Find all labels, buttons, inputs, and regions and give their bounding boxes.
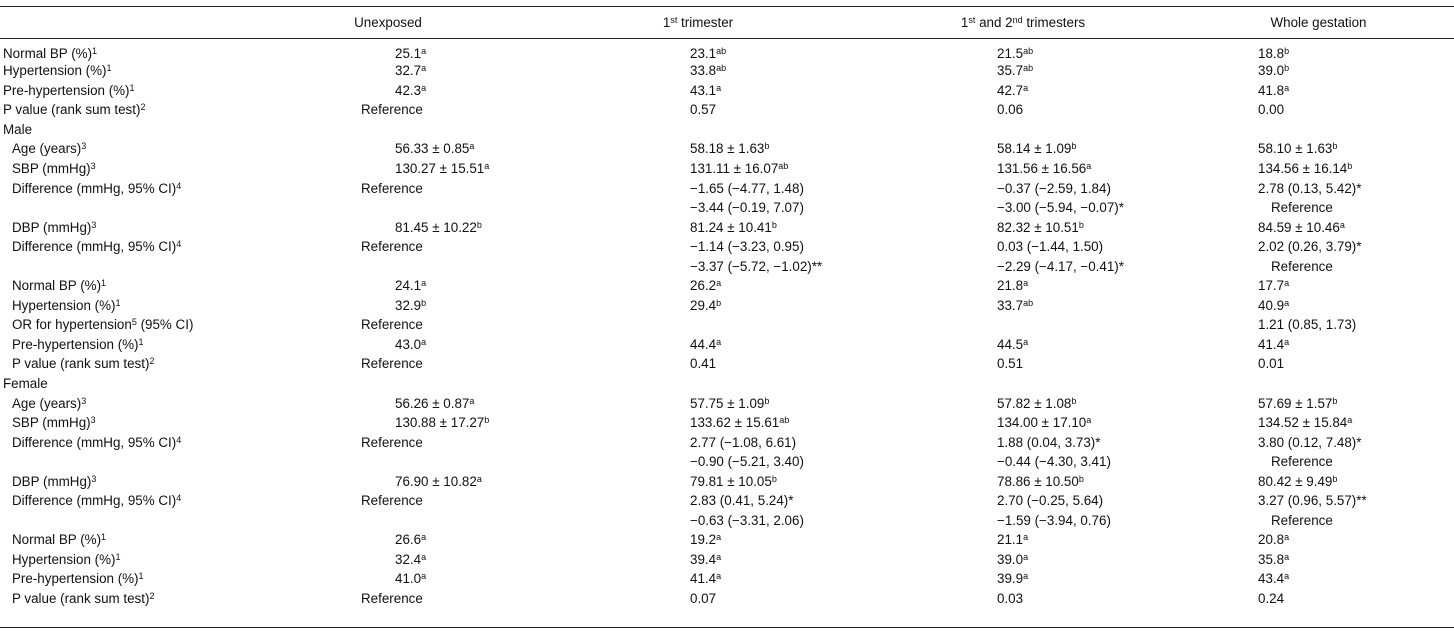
row-label: Hypertension (%)$^1$ [3,63,112,79]
significance-letter: b [1284,45,1290,56]
table-cell: Reference [1271,258,1333,274]
table-cell: 39.9$^a$ [997,571,1029,587]
significance-letter: ab [1023,45,1034,56]
footnote-marker: 1 [129,82,135,93]
row-label: P value (rank sum test)$^2$ [12,590,155,607]
significance-letter: b [1078,219,1084,230]
footnote-marker: 1 [92,45,98,56]
table-cell: 41.4$^a$ [1258,336,1290,352]
table-cell: 35.7$^{ab}$ [997,63,1034,79]
table-cell: 131.11 ± 16.07$^{ab}$ [690,160,789,176]
significance-letter: a [1284,278,1290,289]
table-row [0,432,1454,452]
significance-letter: a [1347,415,1353,426]
table-cell: −0.63 (−3.31, 2.06) [690,512,804,528]
row-label: Hypertension (%)$^1$ [12,297,121,313]
footnote-marker: 4 [176,434,182,445]
significance-letter: ab [716,63,727,74]
significance-letter: a [1023,551,1029,562]
significance-letter: a [716,278,722,289]
table-cell: 0.51 [997,356,1024,372]
table-cell: 82.32 ± 10.51$^b$ [997,219,1084,235]
significance-letter: b [1078,473,1084,484]
table-row [0,374,1454,394]
significance-letter: a [484,160,490,171]
table-cell: Reference [1271,512,1333,528]
significance-letter: a [716,336,722,347]
footnote-marker: 1 [101,278,107,289]
table-row [0,550,1454,570]
row-label: OR for hypertension$^5$ (95% CI) [12,317,194,333]
table-cell: 81.24 ± 10.41$^b$ [690,219,777,235]
table-cell: 26.6$^a$ [395,532,427,548]
table-cell: 25.1$^a$ [395,45,427,61]
significance-letter: b [1332,473,1338,484]
table-cell: 79.81 ± 10.05$^b$ [690,473,777,489]
row-label: Difference (mmHg, 95% CI)$^4$ [12,180,182,196]
table-cell: 26.2$^a$ [690,278,722,294]
significance-letter: a [421,551,427,562]
row-label: Normal BP (%)$^1$ [12,532,107,548]
significance-letter: a [421,278,427,289]
significance-letter: b [764,395,770,406]
significance-letter: a [716,532,722,543]
significance-letter: a [421,82,427,93]
significance-letter: a [1023,532,1029,543]
table-cell [533,374,863,394]
table-row [0,100,1454,120]
footnote-marker: 5 [131,317,137,328]
table-row [0,335,1454,355]
table-cell: 32.7$^a$ [395,63,427,79]
table-row [0,569,1454,589]
significance-letter: b [1347,160,1353,171]
significance-letter: b [476,219,482,230]
table-cell [243,511,533,531]
footnote-marker: 4 [176,239,182,250]
footnote-marker: 1 [101,532,107,543]
table-cell: 44.5$^a$ [997,336,1029,352]
table-cell: 39.0$^a$ [997,551,1029,567]
row-label: Pre-hypertension (%)$^1$ [12,336,144,352]
significance-letter: a [1284,336,1290,347]
footnote-marker: 3 [91,473,97,484]
significance-letter: a [476,473,482,484]
row-label: Age (years)$^3$ [12,141,87,157]
table-cell: 2.78 (0.13, 5.42)* [1258,180,1362,196]
footnote-marker: 3 [90,160,96,171]
significance-letter: a [421,45,427,56]
row-label: P value (rank sum test)$^2$ [3,102,146,118]
table-cell: 76.90 ± 10.82$^a$ [395,473,482,489]
table-cell: 0.41 [690,356,717,372]
significance-letter: b [771,219,777,230]
table-cell: 43.0$^a$ [395,336,427,352]
table-cell: 21.1$^a$ [997,532,1029,548]
table-cell: 43.1$^a$ [690,82,722,98]
row-label [0,452,243,472]
significance-letter: a [469,141,475,152]
table-cell: 0.06 [997,102,1024,118]
table-cell: 0.00 [1258,102,1285,118]
table-cell: 78.86 ± 10.50$^b$ [997,473,1084,489]
row-label: Age (years)$^3$ [12,395,87,411]
significance-letter: a [1284,551,1290,562]
table-row [0,217,1454,237]
row-label: DBP (mmHg)$^3$ [12,219,97,235]
footnote-marker: 2 [149,590,155,601]
footnote-marker: 1 [138,336,144,347]
table-cell: 19.2$^a$ [690,532,722,548]
significance-letter: a [421,532,427,543]
table-cell: 35.8$^a$ [1258,551,1290,567]
footnote-marker: 3 [81,141,87,152]
table-cell: Reference [1271,200,1333,216]
table-cell: 21.5$^{ab}$ [997,45,1034,61]
table-cell: 131.56 ± 16.56$^a$ [997,160,1092,176]
table-cell: 58.10 ± 1.63$^b$ [1258,141,1338,157]
table-cell: −1.59 (−3.94, 0.76) [997,512,1111,528]
significance-letter: b [421,297,427,308]
table-cell: 33.7$^{ab}$ [997,297,1034,313]
table-row [0,61,1454,81]
significance-letter: ab [778,160,789,171]
table-cell: Reference [361,591,423,607]
table-cell: −2.29 (−4.17, −0.41)* [997,258,1124,274]
table-row [0,120,1454,140]
table-row [0,511,1454,531]
significance-letter: a [421,571,427,582]
row-label: Male [3,121,33,137]
table-cell: 130.27 ± 15.51$^a$ [395,160,490,176]
row-label: Hypertension (%)$^1$ [12,551,121,567]
table-cell: 0.03 [997,591,1024,607]
table-cell: 81.45 ± 10.22$^b$ [395,219,482,235]
significance-letter: a [1023,278,1029,289]
table-cell: Reference [361,317,423,333]
footnote-marker: 1 [115,551,121,562]
table-cell: 2.77 (−1.08, 6.61) [690,434,797,450]
table-cell: 0.01 [1258,356,1285,372]
significance-letter: ab [1023,63,1034,74]
table-cell: 40.9$^a$ [1258,297,1290,313]
table-cell: 42.7$^a$ [997,82,1029,98]
table-row [0,178,1454,198]
table-cell: 0.07 [690,591,717,607]
footnote-marker: 1 [106,63,112,74]
table-cell: 134.56 ± 16.14$^b$ [1258,160,1353,176]
table-cell: 33.8$^{ab}$ [690,63,727,79]
significance-letter: b [484,415,490,426]
table-cell: −0.37 (−2.59, 1.84) [997,180,1111,196]
significance-letter: a [1284,532,1290,543]
table-cell: 134.00 ± 17.10$^a$ [997,415,1092,431]
significance-letter: b [1071,141,1077,152]
row-label: P value (rank sum test)$^2$ [12,356,155,372]
footnote-marker: 3 [81,395,87,406]
table-cell: 29.4$^b$ [690,297,722,313]
table-cell: 32.9$^b$ [395,297,427,313]
table-cell: 23.1$^{ab}$ [690,45,727,61]
table-cell: 39.0$^b$ [1258,63,1290,79]
table-row [0,38,1454,61]
significance-letter: a [1086,415,1092,426]
row-label: DBP (mmHg)$^3$ [12,473,97,489]
table-cell: 133.62 ± 15.61$^{ab}$ [690,415,790,431]
table-cell: 17.7$^a$ [1258,278,1290,294]
table-row [0,530,1454,550]
table-cell: Reference [361,356,423,372]
table-cell: 56.26 ± 0.87$^a$ [395,395,475,411]
significance-letter: a [1023,82,1029,93]
table-cell: Reference [361,102,423,118]
significance-letter: a [1086,160,1092,171]
table-cell: 2.02 (0.26, 3.79)* [1258,239,1362,255]
table-row [0,315,1454,335]
bottom-rule [0,627,1454,628]
row-label: SBP (mmHg)$^3$ [12,160,96,176]
table-cell: 58.18 ± 1.63$^b$ [690,141,770,157]
table-cell: −1.14 (−3.23, 0.95) [690,239,804,255]
table-cell: −1.65 (−4.77, 1.48) [690,180,804,196]
table-cell: Reference [361,180,423,196]
header-cell-whole-gestation: Whole gestation [1270,15,1367,30]
footnote-marker: 4 [176,493,182,504]
row-label: Difference (mmHg, 95% CI)$^4$ [12,239,182,255]
footnote-marker: 3 [90,415,96,426]
significance-letter: a [1284,571,1290,582]
significance-letter: ab [1023,297,1034,308]
table-cell: 130.88 ± 17.27$^b$ [395,415,490,431]
significance-letter: ab [779,415,790,426]
significance-letter: ab [716,45,727,56]
table-cell: 39.4$^a$ [690,551,722,567]
significance-letter: b [1284,63,1290,74]
table-row [0,198,1454,218]
table-cell [243,452,533,472]
table-row [0,589,1454,609]
significance-letter: a [421,63,427,74]
table-cell [863,315,1183,335]
table-cell [533,315,863,335]
table-cell [863,374,1183,394]
table-cell: 84.59 ± 10.46$^a$ [1258,219,1345,235]
footnote-marker: 3 [91,219,97,230]
significance-letter: a [1339,219,1345,230]
table-cell [243,256,533,276]
table-cell: Reference [361,434,423,450]
row-label: Pre-hypertension (%)$^1$ [12,571,144,587]
table-cell: 56.33 ± 0.85$^a$ [395,141,475,157]
table-cell: 44.4$^a$ [690,336,722,352]
table-cell [1183,374,1454,394]
table-cell: 58.14 ± 1.09$^b$ [997,141,1077,157]
table-cell: 42.3$^a$ [395,82,427,98]
table-cell: Reference [1271,454,1333,470]
table-cell: 24.1$^a$ [395,278,427,294]
significance-letter: b [716,297,722,308]
table-cell: 0.57 [690,102,717,118]
table-cell [243,120,533,140]
table-cell: Reference [361,493,423,509]
significance-letter: a [716,571,722,582]
significance-letter: a [1284,82,1290,93]
table-cell [243,374,533,394]
table-body [0,38,1454,608]
footnote-marker: 2 [140,102,146,113]
table-cell: 80.42 ± 9.49$^b$ [1258,473,1338,489]
row-label [0,198,243,218]
table-row [0,471,1454,491]
table-cell: 0.24 [1258,591,1285,607]
row-label [0,256,243,276]
table-row [0,159,1454,179]
significance-letter: a [1023,571,1029,582]
table-row [0,276,1454,296]
table-row [0,81,1454,101]
results-table [0,7,1454,608]
table-row [0,452,1454,472]
row-label: Normal BP (%)$^1$ [12,278,107,294]
table-cell: −3.37 (−5.72, −1.02)** [690,258,823,274]
row-label: Difference (mmHg, 95% CI)$^4$ [12,493,182,509]
significance-letter: a [1023,336,1029,347]
footnote-marker: 2 [149,356,155,367]
row-label: Pre-hypertension (%)$^1$ [3,82,135,98]
table-cell: 18.8$^b$ [1258,45,1290,61]
table-cell: 43.4$^a$ [1258,571,1290,587]
significance-letter: a [469,395,475,406]
footnote-marker: 4 [176,180,182,191]
significance-letter: b [1332,141,1338,152]
significance-letter: a [421,336,427,347]
table-cell: 0.03 (−1.44, 1.50) [997,239,1104,255]
table-cell: −3.44 (−0.19, 7.07) [690,200,804,216]
table-row [0,413,1454,433]
row-label: Normal BP (%)$^1$ [3,45,98,61]
row-label [0,511,243,531]
significance-letter: a [716,82,722,93]
significance-letter: a [716,551,722,562]
table-cell: 41.0$^a$ [395,571,427,587]
table-cell: 3.80 (0.12, 7.48)* [1258,434,1362,450]
row-label: SBP (mmHg)$^3$ [12,415,96,431]
header-cell-first-trimester: 1st trimester [662,14,734,30]
row-label: Female [3,376,48,392]
row-label: Difference (mmHg, 95% CI)$^4$ [12,434,182,450]
table-cell: 20.8$^a$ [1258,532,1290,548]
table-cell: 21.8$^a$ [997,278,1029,294]
significance-letter: b [1332,395,1338,406]
footnote-marker: 1 [138,571,144,582]
significance-letter: b [1071,395,1077,406]
table-row [0,354,1454,374]
significance-letter: a [1284,297,1290,308]
table-cell: 41.8$^a$ [1258,82,1290,98]
table-cell: 1.88 (0.04, 3.73)* [997,434,1101,450]
table-cell [1183,120,1454,140]
header-cell-first-second-trimesters: 1st and 2nd trimesters [960,14,1086,30]
table-cell: 32.4$^a$ [395,551,427,567]
table-row [0,256,1454,276]
table-cell: 57.69 ± 1.57$^b$ [1258,395,1338,411]
table-cell: −0.44 (−4.30, 3.41) [997,454,1111,470]
table-cell: 2.70 (−0.25, 5.64) [997,493,1104,509]
table-cell: −0.90 (−5.21, 3.40) [690,454,804,470]
table-cell [243,198,533,218]
table-cell: Reference [361,239,423,255]
header-cell-label [0,7,243,38]
table-row [0,139,1454,159]
table-row [0,296,1454,316]
header-row [0,7,1454,38]
table-cell [863,120,1183,140]
significance-letter: b [764,141,770,152]
table-row [0,393,1454,413]
table-cell: 1.21 (0.85, 1.73) [1258,317,1357,333]
table-cell: 41.4$^a$ [690,571,722,587]
table-cell: 3.27 (0.96, 5.57)** [1258,493,1367,509]
table-cell: 134.52 ± 15.84$^a$ [1258,415,1353,431]
table-cell: 57.75 ± 1.09$^b$ [690,395,770,411]
table-cell: 57.82 ± 1.08$^b$ [997,395,1077,411]
table-cell: −3.00 (−5.94, −0.07)* [997,200,1124,216]
table-row [0,491,1454,511]
table-row [0,237,1454,257]
header-cell-unexposed: Unexposed [354,15,422,30]
footnote-marker: 1 [115,297,121,308]
significance-letter: b [771,473,777,484]
table-cell [533,120,863,140]
table-cell: 2.83 (0.41, 5.24)* [690,493,794,509]
